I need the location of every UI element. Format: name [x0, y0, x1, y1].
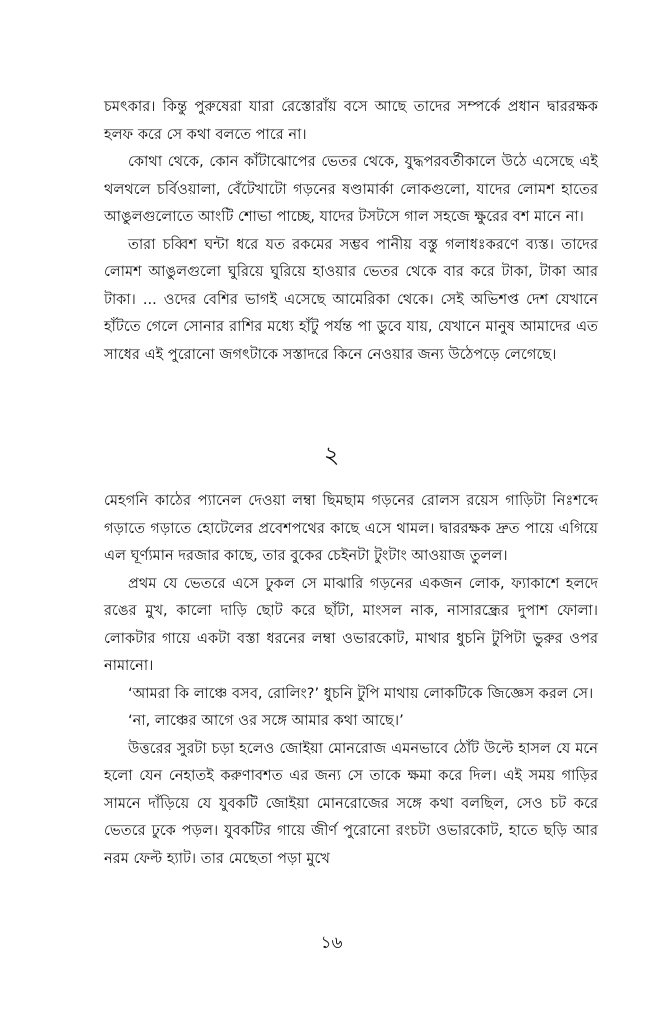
paragraph: মেহগনি কাঠের প্যানেল দেওয়া লম্বা ছিমছাম গড়নের রোলস রয়েস গাড়িটা নিঃশব্দে গড়াতে গড়াতে হোটেলের প্রবেশপথের কাছে এসে থামল। দ্বাররক্ষক দ্রুত পায়ে এগিয়ে এল ঘূর্ণ্যমান দরজার কাছে, তার বুকের চেইনটা টুংটাং আওয়াজ তুলল। — [104, 492, 598, 564]
paragraph: তারা চব্বিশ ঘন্টা ধরে যত রকমের সম্ভব পানীয় বস্তু গলাধঃকরণে ব্যস্ত। তাদের লোমশ আঙুলগুলো ঘুরিয়ে ঘুরিয়ে হাওয়ার ভেতর থেকে বার করে টাকা, টাকা আর টাকা। ... ওদের বেশির ভাগই এসেছে আমেরিকা থেকে। সেই অভিশপ্ত দেশ যেখানে হাঁটতে গেলে সোনার রাশির মধ্যে হাঁটু পর্যন্ত পা ডুবে যায়, যেখানে মানুষ আমাদের এত সাধের এই পুরোনো জগৎটাকে সস্তাদরে কিনে নেওয়ার জন্য উঠেপড়ে লেগেছে। — [104, 235, 598, 363]
paragraph: কোথা থেকে, কোন কাঁটাঝোপের ভেতর থেকে, যুদ্ধপরবর্তীকালে উঠে এসেছে এই থলথলে চর্বিওয়ালা, বেঁটেখাটো গড়নের ষণ্ডামার্কা লোকগুলো, যাদের লোমশ হাতের আঙুলগুলোতে আংটি শোভা পাচ্ছে, যাদের টসটসে গাল সহজে ক্ষুরের বশ মানে না। — [104, 153, 598, 225]
section-one — [104, 93, 598, 368]
paragraph: উত্তরের সুরটা চড়া হলেও জোইয়া মোনরোজ এমনভাবে ঠোঁট উল্টে হাসল যে মনে হলো যেন নেহাতই করুণাবশত এর জন্য সে তাকে ক্ষমা করে দিল। এই সময় গাড়ির সামনে দাঁড়িয়ে যে যুবকটি জোইয়া মোনরোজের সঙ্গে কথা বলছিল, সেও চট করে ভেতরে ঢুকে পড়ল। যুবকটির গায়ে জীর্ণ পুরোনো রংচটা ওভারকোট, হাতে ছড়ি আর নরম ফেল্ট হ্যাট। তার মেছেতা পড়া মুখে — [104, 739, 598, 867]
paragraph: ‘না, লাঞ্চের আগে ওর সঙ্গে আমার কথা আছে।’ — [128, 712, 404, 729]
paragraph: ‘আমরা কি লাঞ্চে বসব, রোলিং?’ ধুচনি টুপি মাথায় লোকটিকে জিজ্ঞেস করল সে। — [128, 684, 594, 702]
paragraph: প্রথম যে ভেতরে এসে ঢুকল সে মাঝারি গড়নের একজন লোক, ফ্যাকাশে হলদে রঙের মুখ, কালো দাড়ি ছোট করে ছাঁটা, মাংসল নাক, নাসারন্ধ্রের দুপাশ ফোলা। লোকটার গায়ে একটা বস্তা ধরনের লম্বা ওভারকোট, মাথার ধুচনি টুপিটা ভুরুর ওপর নামানো। — [104, 574, 598, 674]
section-two — [104, 487, 598, 872]
paragraph: চমৎকার। কিন্তু পুরুষেরা যারা রেস্তোরাঁয় বসে আছে তাদের সম্পর্কে প্রধান দ্বাররক্ষক হলফ করে সে কথা বলতে পারে না। — [104, 98, 598, 143]
page-number: ১৬ — [320, 933, 343, 953]
chapter-number: ২ — [323, 441, 340, 469]
